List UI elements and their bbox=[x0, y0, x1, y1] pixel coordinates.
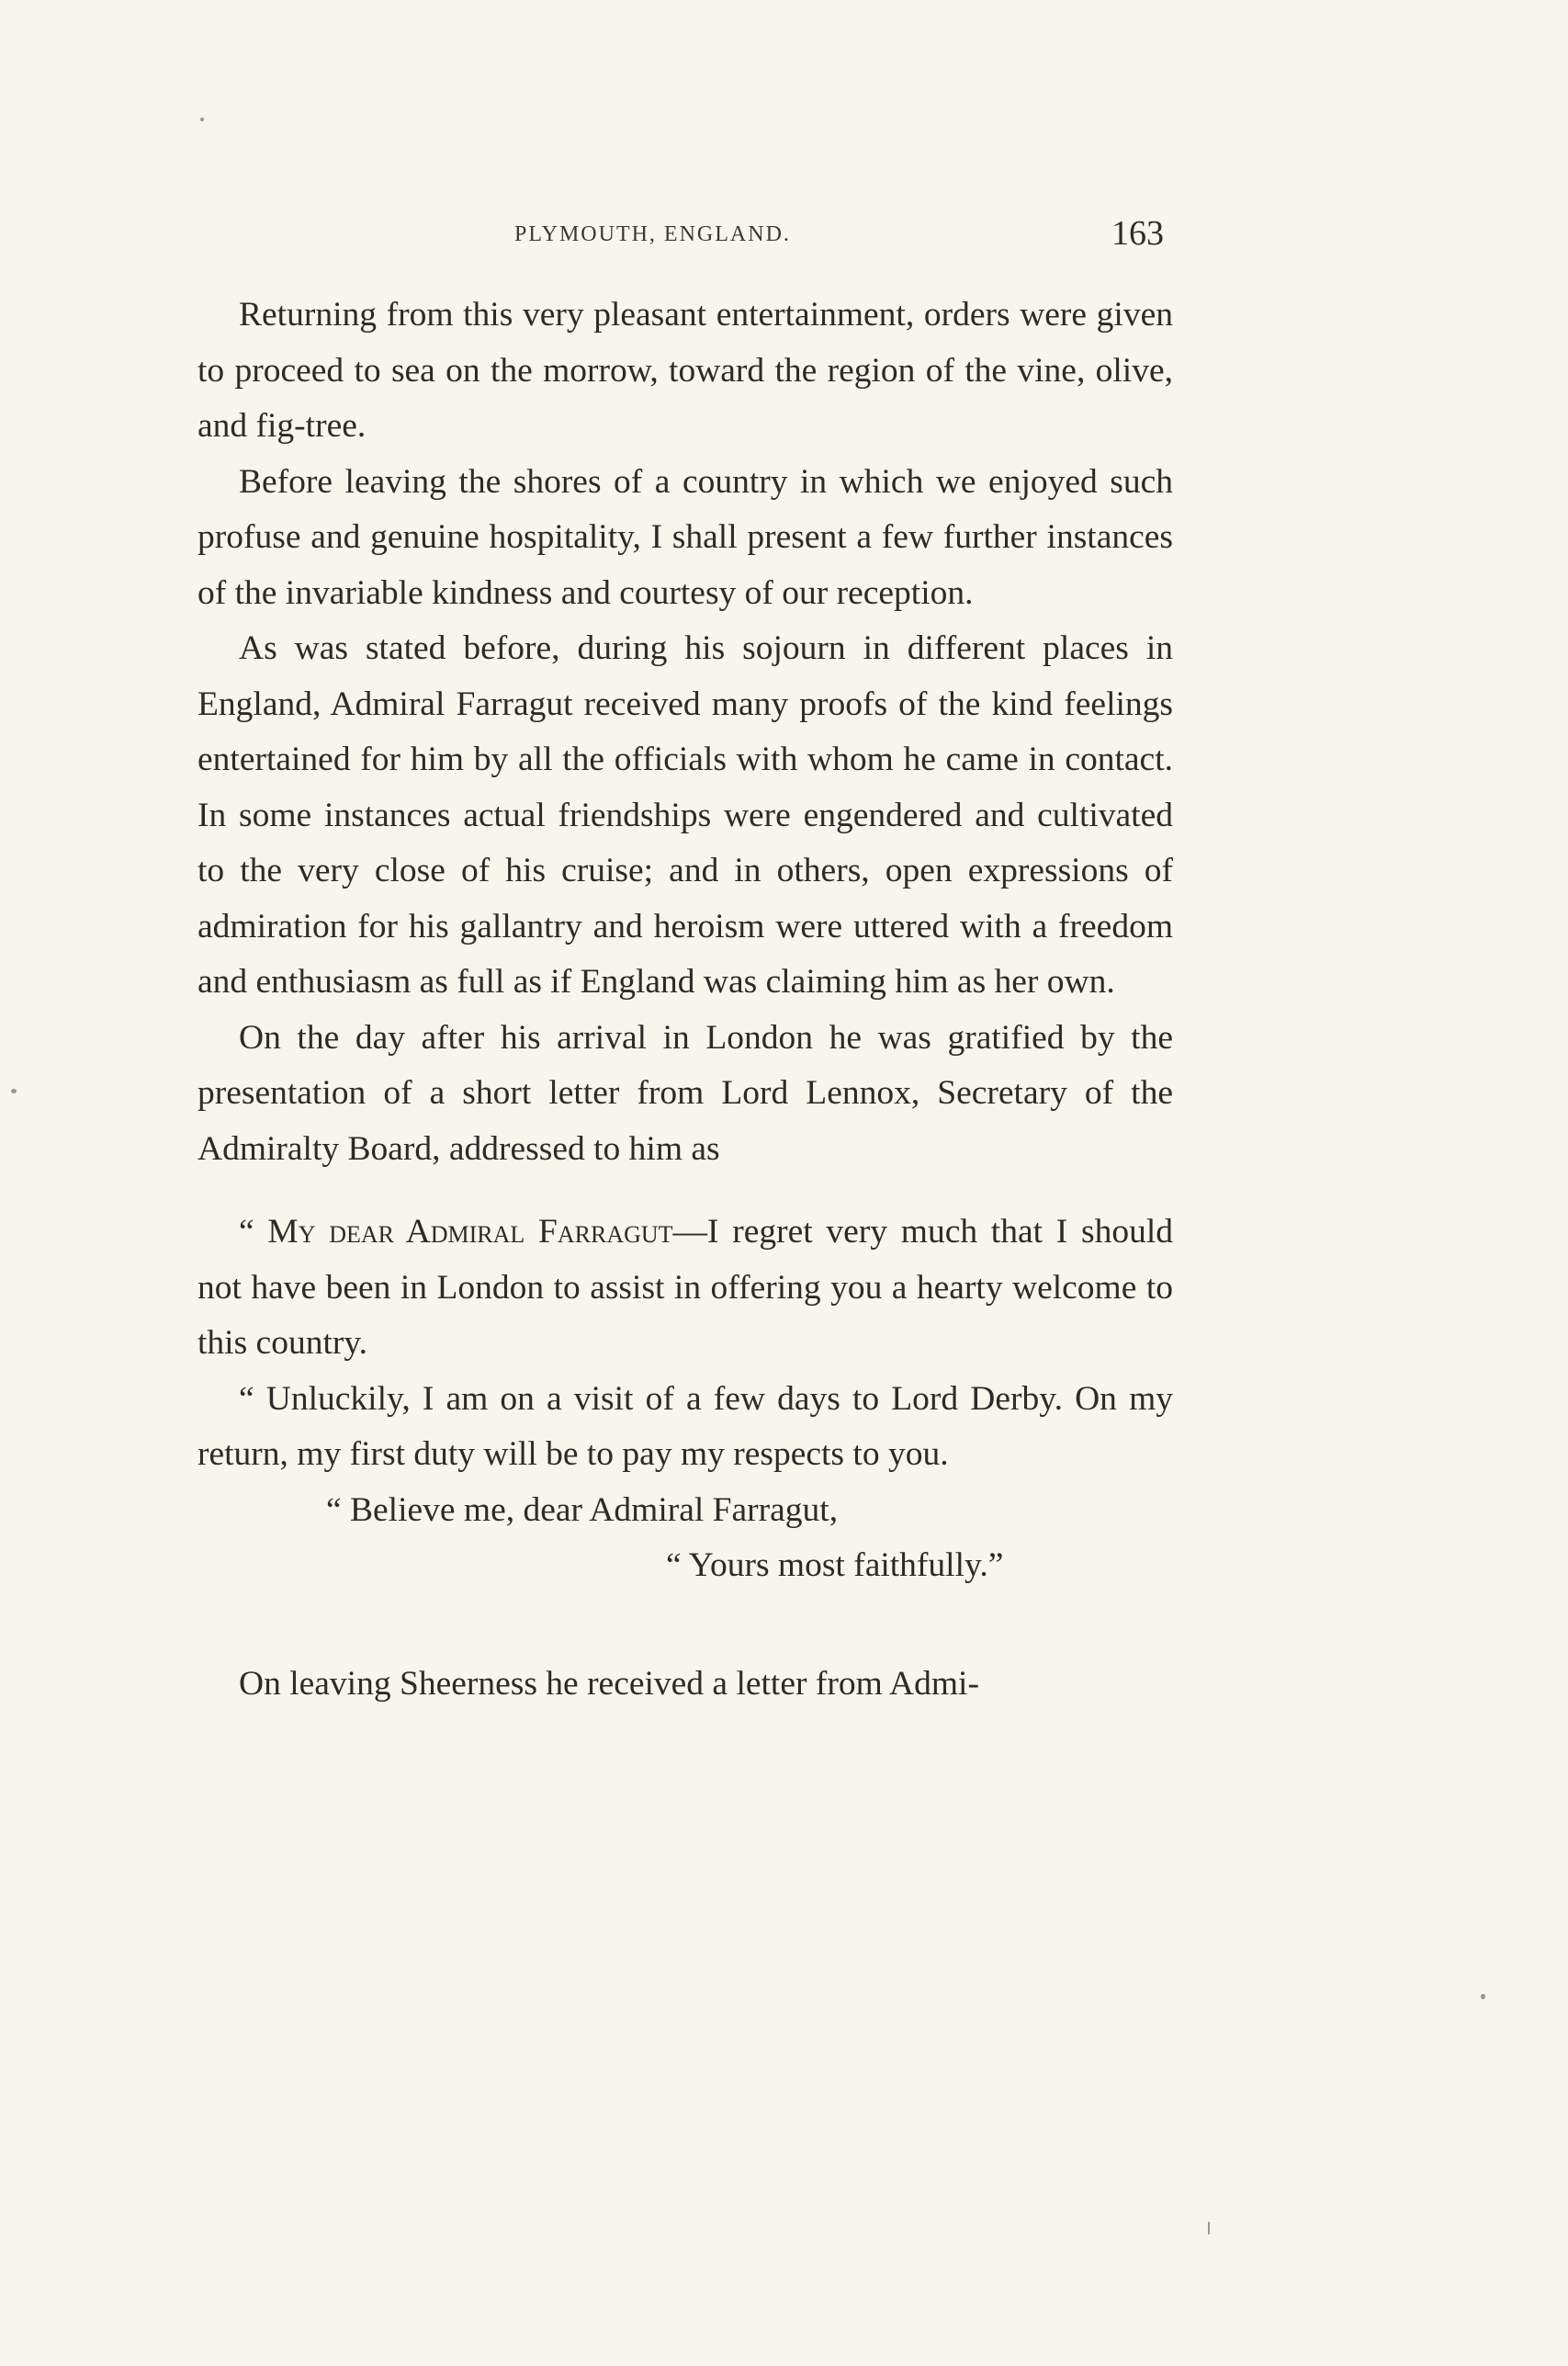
paper-speck bbox=[1208, 2222, 1210, 2235]
paragraph-4: On the day after his arrival in London he was gratified by the presentation of a short letter from Lord Lennox, Secretary of the Admiralty Board, addressed to him as bbox=[197, 1018, 1173, 1168]
paper-speck bbox=[11, 1089, 17, 1093]
letter-closing-2: “ Yours most faithfully.” bbox=[666, 1546, 1004, 1584]
paragraph-2: Before leaving the shores of a country in which we enjoyed such profuse and genuine hospitality, I shall present a few further instances of the invariable kindness and courtesy of our reception. bbox=[197, 462, 1173, 612]
letter-salutation: My dear Admiral Farragut bbox=[267, 1213, 673, 1251]
letter-paragraph-2: “ Unluckily, I am on a visit of a few days to Lord Derby. On my return, my first duty will be to pay my respects to you. bbox=[197, 1379, 1173, 1473]
paper-speck bbox=[200, 118, 204, 121]
letter-closing-1: “ Believe me, dear Admiral Farragut, bbox=[326, 1490, 839, 1529]
paragraph-1: Returning from this very pleasant entertainment, orders were given to proceed to sea on the morrow, toward the region of the vine, olive, and fig-tree. bbox=[197, 296, 1173, 445]
paragraph-3: As was stated before, during his sojourn in different places in England, Admiral Farragut received many proofs of the kind feelings entertained for him by all the officials with whom he came in contact. In some instances actual friendships were engendered and cultivated to the very close of his cruise; and in others, open expressions of admiration for his gallantry and heroism were uttered with a freedom and enthusiasm as full as if England was claiming him as her own. bbox=[197, 629, 1173, 1001]
letter-open-quote: “ bbox=[239, 1213, 268, 1251]
running-head: PLYMOUTH, ENGLAND. bbox=[514, 222, 791, 246]
letter-body: —I regret very much that I should not have been in London to assist in offering you a hearty welcome to this country. bbox=[197, 1213, 1173, 1362]
letter-opening bbox=[197, 1205, 1173, 1372]
page-body bbox=[197, 288, 1173, 1712]
paper-speck bbox=[1481, 1994, 1485, 1999]
page-number: 163 bbox=[1111, 214, 1164, 253]
paragraph-5: On leaving Sheerness he received a letter from Admi- bbox=[239, 1664, 979, 1703]
